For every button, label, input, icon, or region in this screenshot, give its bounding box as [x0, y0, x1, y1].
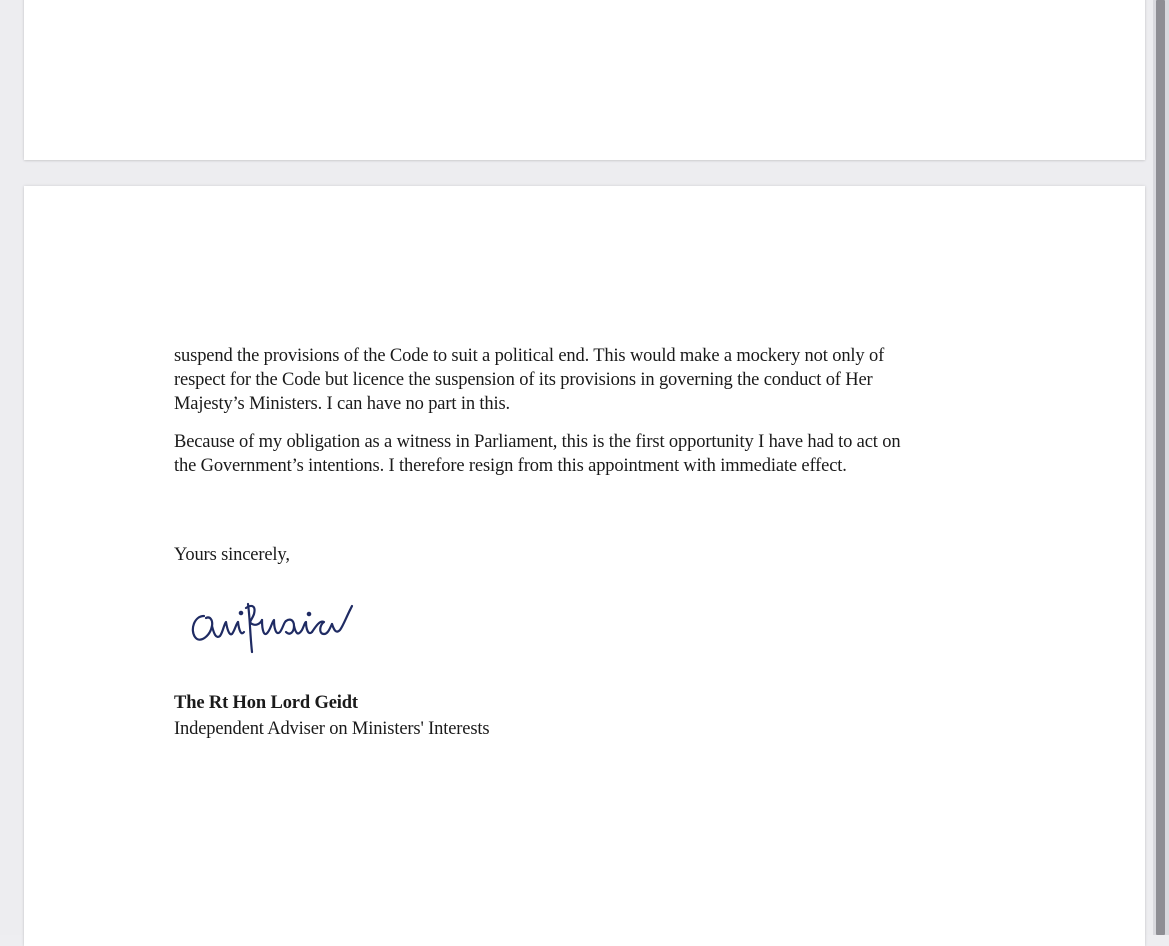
text-line: the Government’s intentions. I therefore resign from this appointment with immediate effect.	[174, 456, 847, 476]
text-line: Majesty’s Ministers. I can have no part in this.	[174, 394, 511, 414]
text-line: suspend the provisions of the Code to suit a political end. This would make a mockery not only of	[174, 346, 885, 366]
previous-page	[24, 0, 1145, 160]
closing-salutation: Yours sincerely,	[174, 545, 290, 565]
paragraph-resignation-reason	[174, 344, 974, 416]
scrollbar-thumb[interactable]	[1156, 0, 1165, 935]
handwritten-signature	[186, 594, 371, 659]
text-line: Because of my obligation as a witness in Parliament, this is the first opportunity I have had to act on	[174, 432, 901, 452]
current-page	[24, 186, 1145, 946]
signer-name: The Rt Hon Lord Geidt	[174, 693, 358, 713]
paragraph-resignation-statement	[174, 430, 974, 478]
signer-title: Independent Adviser on Ministers' Interests	[174, 719, 490, 739]
vertical-scrollbar[interactable]	[1153, 0, 1169, 935]
text-line: respect for the Code but licence the suspension of its provisions in governing the conduct of Her	[174, 370, 873, 390]
